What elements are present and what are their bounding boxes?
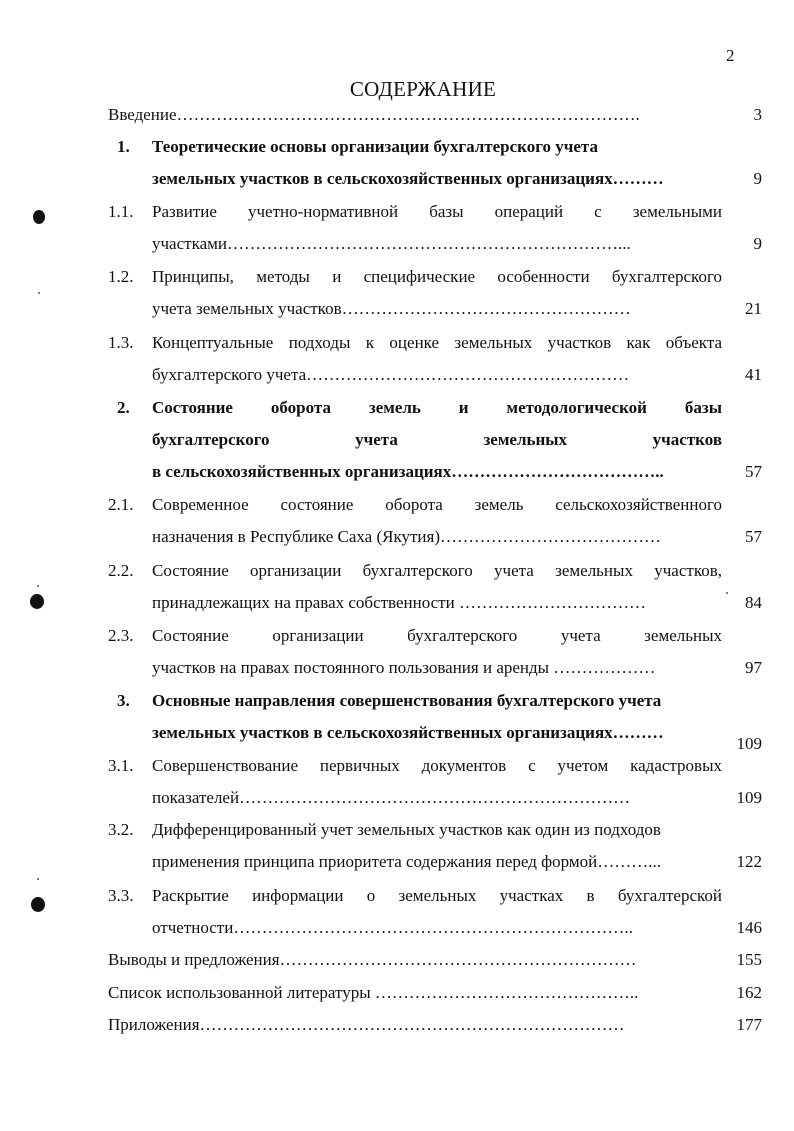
toc-num-2: 2. — [117, 398, 130, 417]
toc-entry-3-1-line2: показателей…………………………………………………………… — [152, 788, 631, 807]
toc-entry-3-2-line2: применения принципа приоритета содержания перед формой………... — [152, 852, 662, 871]
toc-entry-3-3-line1: Раскрытие информации о земельных участках в бухгалтерской — [152, 886, 722, 905]
toc-entry-3-3-line2: отчетности…………………………………………………………….. — [152, 918, 633, 937]
toc-num-3: 3. — [117, 691, 130, 710]
toc-entry-1-3-line2: бухгалтерского учета………………………………………………… — [152, 365, 630, 384]
toc-page-1-1: 9 — [753, 234, 762, 253]
toc-num-1-3: 1.3. — [108, 333, 134, 352]
toc-page-1: 9 — [753, 169, 762, 188]
toc-page-3-1: 109 — [736, 788, 762, 807]
toc-page-2-3: 97 — [745, 658, 762, 677]
toc-entry-3-1-line1: Совершенствование первичных документов с учетом кадастровых — [152, 756, 722, 775]
toc-page-3-2: 122 — [736, 852, 762, 871]
toc-entry-1-3-line1: Концептуальные подходы к оценке земельных участков как объекта — [152, 333, 722, 352]
toc-num-2-2: 2.2. — [108, 561, 134, 580]
toc-page-2-2: 84 — [745, 593, 762, 612]
toc-entry-3-line2: земельных участков в сельскохозяйственных организациях……… — [152, 723, 664, 742]
toc-entry-2-1-line1: Современное состояние оборота земель сельскохозяйственного — [152, 495, 722, 514]
toc-entry-2-1-line2: назначения в Республике Саха (Якутия)………………………………… — [152, 527, 661, 546]
toc-entry-2-3-line2: участков на правах постоянного пользования и аренды ……………… — [152, 658, 656, 677]
toc-entry-conclusions: Выводы и предложения……………………………………………………… — [108, 950, 637, 969]
toc-entry-3-2-line1: Дифференцированный учет земельных участков как один из подходов — [152, 820, 661, 839]
toc-page-2-1: 57 — [745, 527, 762, 546]
toc-num-1: 1. — [117, 137, 130, 156]
toc-page-1-3: 41 — [745, 365, 762, 384]
page-title: СОДЕРЖАНИЕ — [349, 77, 497, 101]
scan-speck — [726, 592, 728, 594]
toc-num-3-3: 3.3. — [108, 886, 134, 905]
toc-entry-2-2-line1: Состояние организации бухгалтерского учета земельных участков, — [152, 561, 722, 580]
toc-entry-2-2-line2: принадлежащих на правах собственности …………………………… — [152, 593, 646, 612]
toc-page-appendices: 177 — [736, 1015, 762, 1034]
toc-num-3-1: 3.1. — [108, 756, 134, 775]
scan-speck — [38, 292, 40, 294]
scan-speck — [37, 585, 39, 587]
toc-page-references: 162 — [736, 983, 762, 1002]
toc-entry-1-2-line2: учета земельных участков…………………………………………… — [152, 299, 631, 318]
binder-hole-mark — [31, 897, 45, 912]
page-number: 2 — [726, 46, 735, 65]
scan-speck — [37, 878, 39, 880]
toc-entry-3-line1: Основные направления совершенствования бухгалтерского учета — [152, 691, 662, 710]
toc-page-3: 109 — [736, 734, 762, 753]
toc-entry-1-2-line1: Принципы, методы и специфические особенности бухгалтерского — [152, 267, 722, 286]
toc-entry-2-3-line1: Состояние организации бухгалтерского учета земельных — [152, 626, 722, 645]
toc-entry-references: Список использованной литературы ……………………………………….. — [108, 983, 639, 1002]
toc-entry-intro: Введение………………………………………………………………………. — [108, 105, 640, 124]
toc-entry-appendices: Приложения………………………………………………………………… — [108, 1015, 625, 1034]
toc-page-3-3: 146 — [736, 918, 762, 937]
toc-num-1-1: 1.1. — [108, 202, 134, 221]
toc-entry-1-1-line2: участками……………………………………………………………... — [152, 234, 631, 253]
toc-entry-1-line1: Теоретические основы организации бухгалтерского учета — [152, 137, 598, 156]
toc-num-2-3: 2.3. — [108, 626, 134, 645]
toc-entry-2-line1: Состояние оборота земель и методологической базы — [152, 398, 722, 417]
toc-entry-1-1-line1: Развитие учетно-нормативной базы операций с земельными — [152, 202, 722, 221]
toc-page-1-2: 21 — [745, 299, 762, 318]
toc-num-3-2: 3.2. — [108, 820, 134, 839]
toc-entry-2-line3: в сельскохозяйственных организациях……………………………….. — [152, 462, 664, 481]
toc-num-1-2: 1.2. — [108, 267, 134, 286]
toc-page-conclusions: 155 — [736, 950, 762, 969]
toc-page-intro: 3 — [753, 105, 762, 124]
toc-entry-2-line2: бухгалтерского учета земельных участков — [152, 430, 722, 449]
toc-num-2-1: 2.1. — [108, 495, 134, 514]
toc-entry-1-line2: земельных участков в сельскохозяйственных организациях……… — [152, 169, 664, 188]
binder-hole-mark — [33, 210, 45, 224]
binder-hole-mark — [30, 594, 44, 609]
toc-page-2: 57 — [745, 462, 762, 481]
